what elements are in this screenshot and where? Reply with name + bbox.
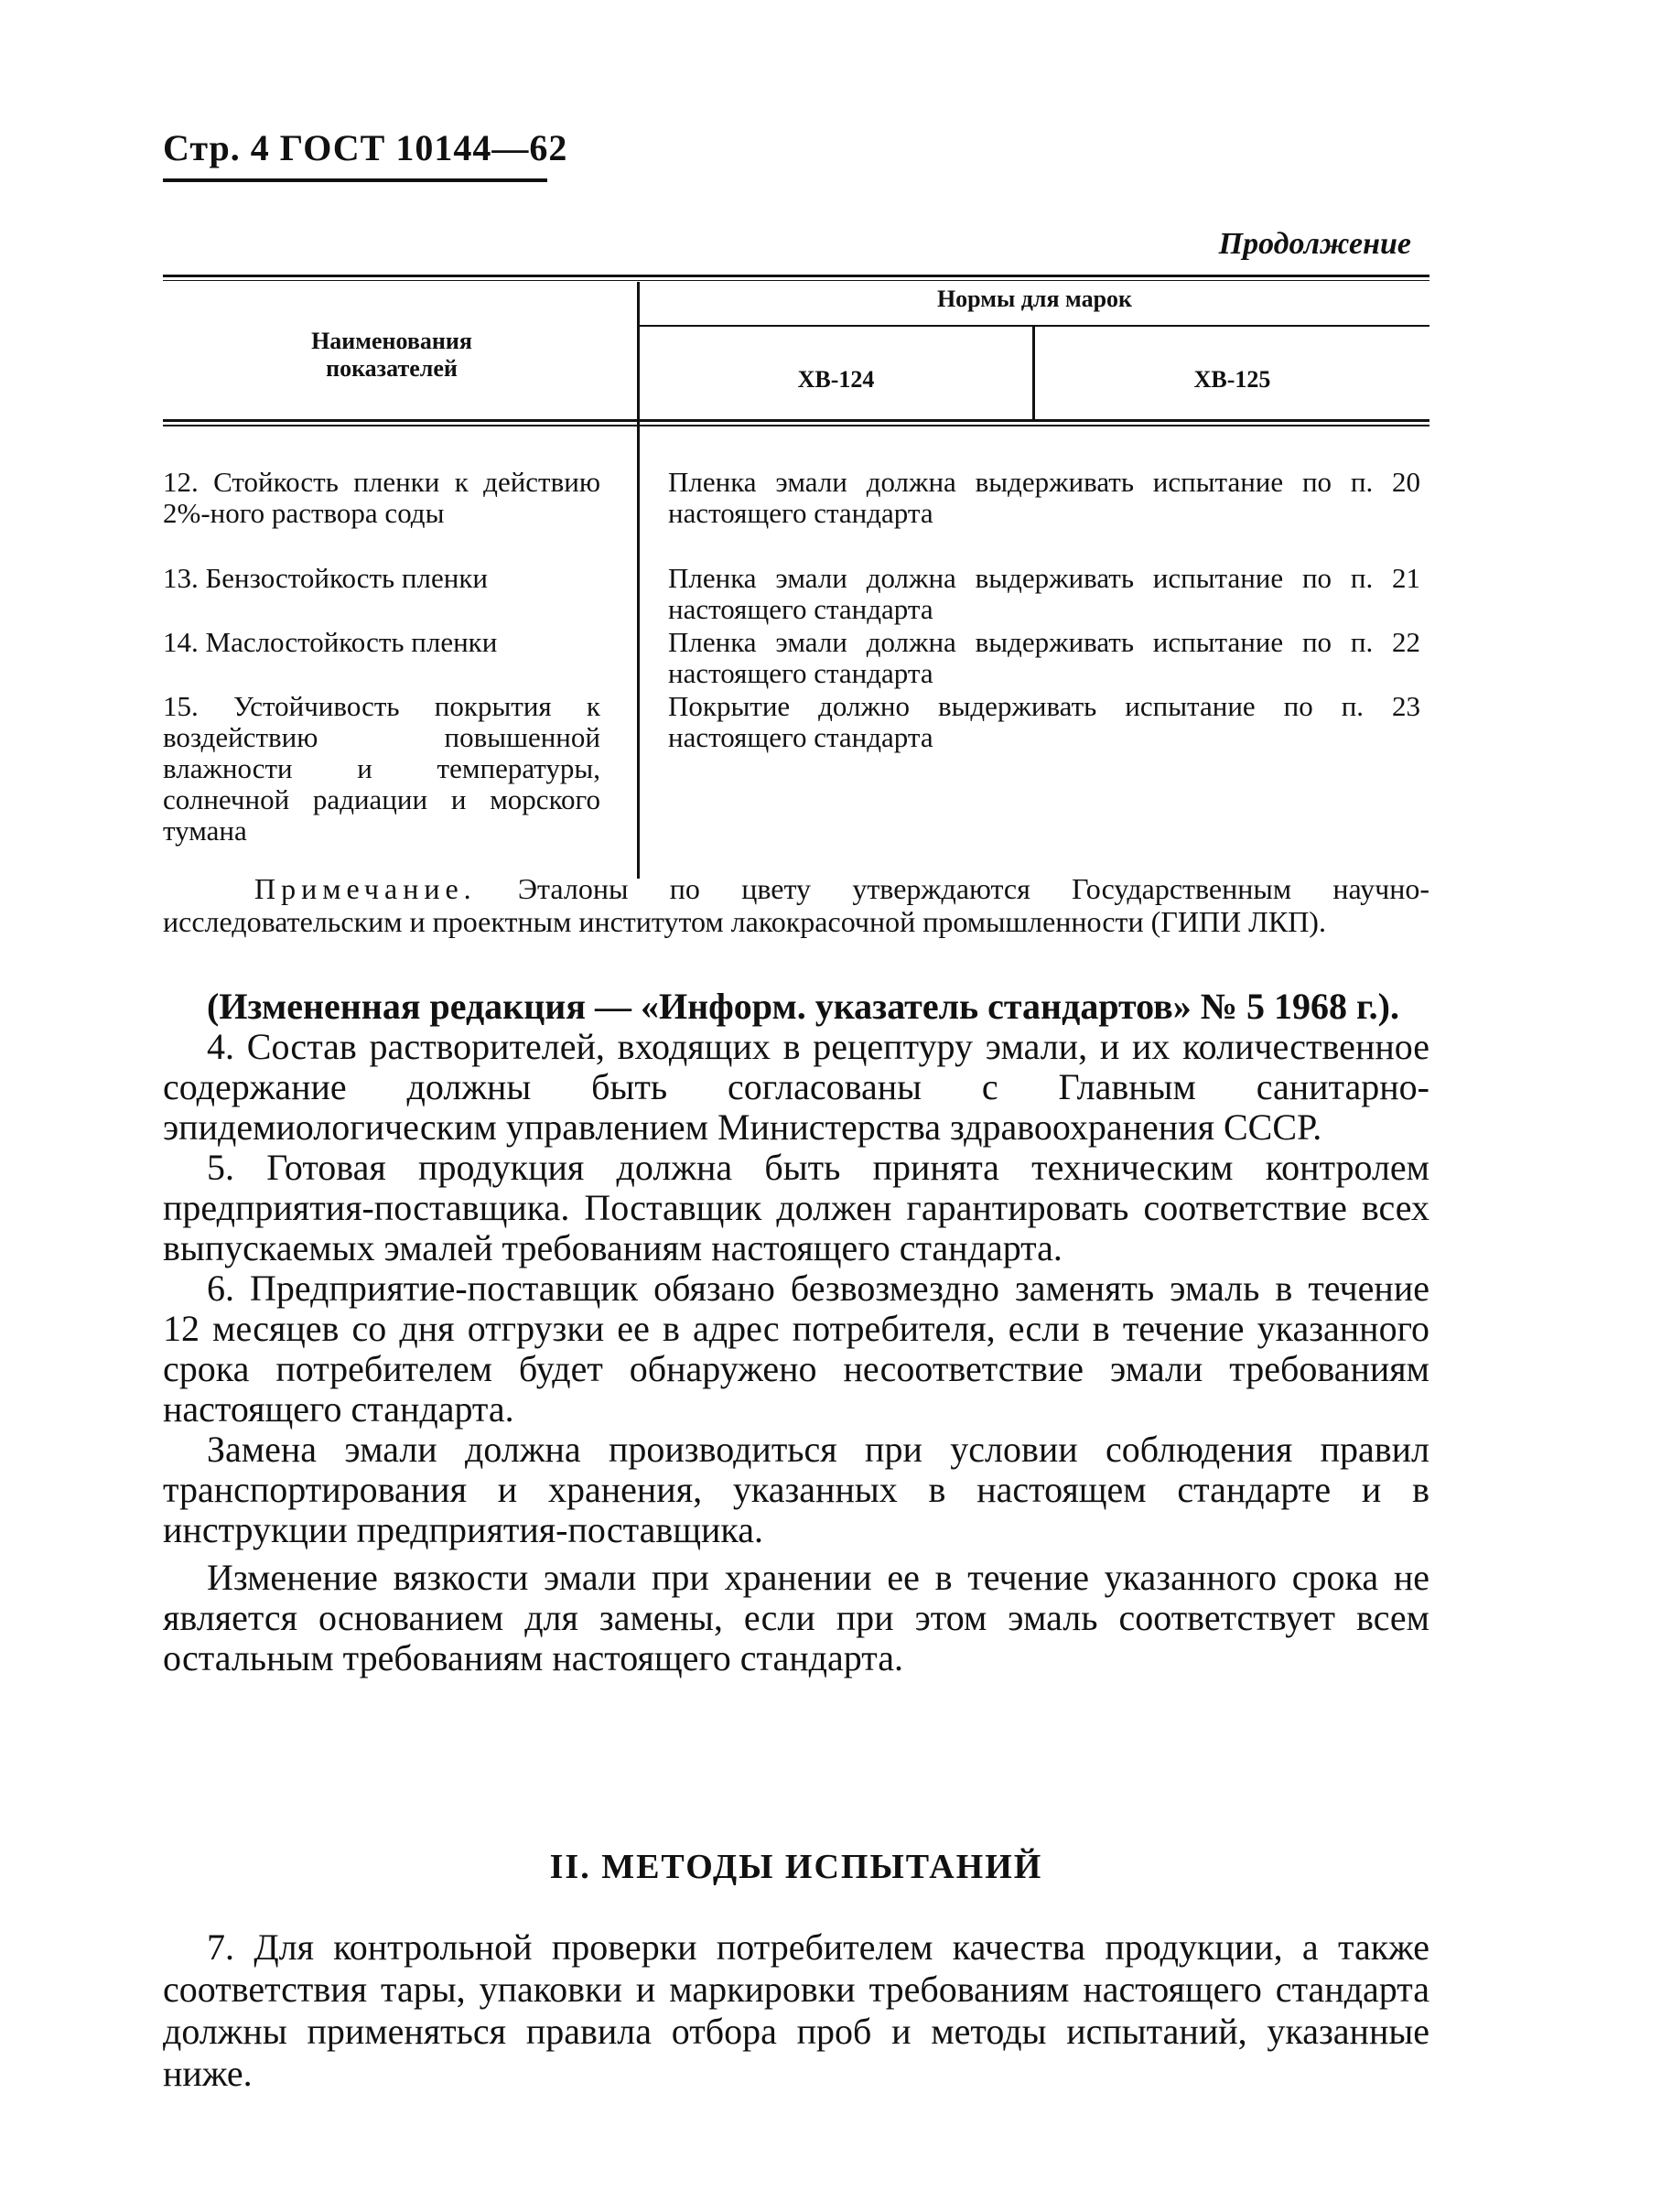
brand-header-xv125: ХВ-125 — [1193, 366, 1271, 393]
paragraph-6-viscosity: Изменение вязкости эмали при хранении ее в течение указанного срока не является основанием для замены, если при этом эмаль соответствует всем остальным требованиям настоящего стандарта. — [163, 1557, 1429, 1678]
row-14-norm: Пленка эмали должна выдерживать испытание по п. 22 настоящего стандарта — [668, 626, 1420, 689]
note-text: Эталоны по цвету утверждаются Государственным научно-исследовательским и проектным институтом лакокрасочной промышленности (ГИПИ ЛКП). — [163, 872, 1429, 938]
page-header: Стр. 4 ГОСТ 10144—62 — [163, 127, 568, 168]
row-13-name: 13. Бензостойкость пленки — [163, 562, 488, 594]
paragraph-6: 6. Предприятие-поставщик обязано безвозмездно заменять эмаль в течение 12 месяцев со дня отгрузки ее в адрес потребителя, если в течение указанного срока потребителем будет обнаружено несоответствие эмали требованиям настоящего стандарта. — [163, 1268, 1429, 1430]
row-12-name: 12. Стойкость пленки к действию 2%-ного раствора соды — [163, 466, 600, 529]
section-title: II. МЕТОДЫ ИСПЫТАНИЙ — [549, 1848, 1043, 1886]
row-15-norm: Покрытие должно выдерживать испытание по п. 23 настоящего стандарта — [668, 690, 1420, 753]
brand-header-xv124: ХВ-124 — [797, 366, 875, 393]
row-15-name: 15. Устойчивость покрытия к воздействию повышенной влажности и температуры, солнечной радиации и морского тумана — [163, 690, 600, 847]
table-top-rule — [163, 275, 1429, 277]
row-14-name: 14. Маслостойкость пленки — [163, 626, 498, 658]
body-text — [163, 987, 1429, 1678]
edition-note: (Измененная редакция — «Информ. указатель стандартов» № 5 1968 г.). — [207, 986, 1399, 1027]
row-12-norm: Пленка эмали должна выдерживать испытание по п. 20 настоящего стандарта — [668, 466, 1420, 529]
table-top-rule-thin — [163, 280, 1429, 281]
table-note — [163, 872, 1429, 938]
norms-table — [163, 275, 1429, 879]
continuation-label: Продолжение — [1218, 227, 1411, 261]
paragraph-7-block — [163, 1926, 1429, 2095]
note-lead: Примечание. — [254, 872, 477, 905]
header-underline — [163, 178, 547, 182]
row-13-norm: Пленка эмали должна выдерживать испытание по п. 21 настоящего стандарта — [668, 562, 1420, 625]
paragraph-6-replacement: Замена эмали должна производиться при условии соблюдения правил транспортирования и хранения, указанных в настоящем стандарте и в инструкции предприятия-поставщика. — [163, 1429, 1429, 1550]
paragraph-5: 5. Готовая продукция должна быть принята техническим контролем предприятия-поставщика. Поставщик должен гарантировать соответствие всех выпускаемых эмалей требованиям настоящего стандарта. — [163, 1147, 1429, 1268]
col-header-indicators: Наименования показателей — [311, 328, 472, 382]
paragraph-7: 7. Для контрольной проверки потребителем качества продукции, а также соответствия тары, упаковки и маркировки требованиям настоящего стандарта должны применяться правила отбора проб и методы испытаний, указанные ниже. — [163, 1926, 1429, 2094]
header-bottom-rule-thin — [163, 425, 1429, 426]
group-header-norms: Нормы для марок — [936, 286, 1133, 312]
header-bottom-rule — [163, 419, 1429, 422]
paragraph-4: 4. Состав растворителей, входящих в рецептуру эмали, и их количественное содержание должны быть согласованы с Главным санитарно-эпидемиологическим управлением Министерства здравоохранения СССР. — [163, 1026, 1429, 1148]
